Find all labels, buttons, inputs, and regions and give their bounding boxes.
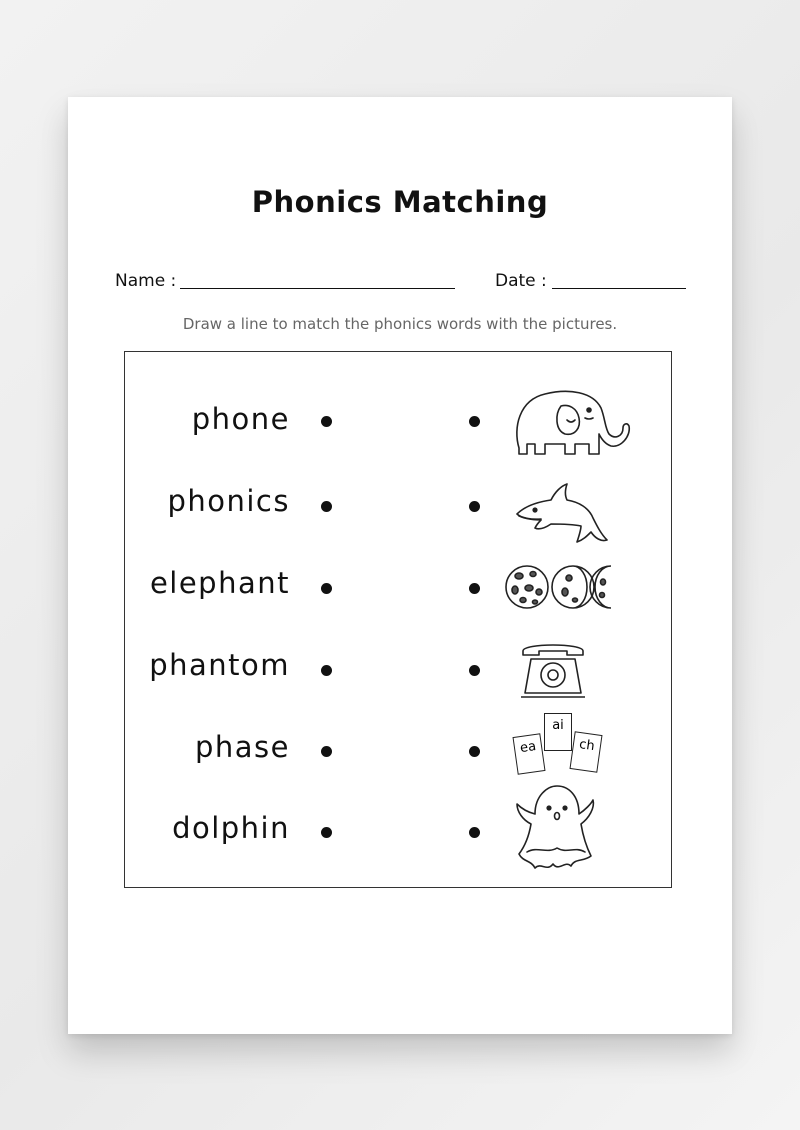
worksheet-page	[68, 97, 732, 1034]
instructions: Draw a line to match the phonics words with the pictures.	[182, 315, 618, 333]
word-dot-1[interactable]	[321, 416, 332, 427]
word-dot-3[interactable]	[321, 583, 332, 594]
word-dot-2[interactable]	[321, 501, 332, 512]
name-field[interactable]	[180, 288, 455, 289]
date-label: Date :	[495, 271, 547, 291]
picture-dot-5[interactable]	[469, 746, 480, 757]
word-phantom: phantom	[149, 648, 290, 682]
picture-dot-4[interactable]	[469, 665, 480, 676]
telephone-icon	[517, 639, 589, 701]
word-dot-5[interactable]	[321, 746, 332, 757]
card-ai: ai	[544, 713, 572, 751]
word-elephant: elephant	[149, 566, 290, 600]
word-dot-4[interactable]	[321, 665, 332, 676]
word-phone: phone	[191, 402, 290, 436]
word-phonics: phonics	[167, 484, 290, 518]
card-ch: ch	[569, 731, 602, 773]
picture-dot-6[interactable]	[469, 827, 480, 838]
picture-dot-3[interactable]	[469, 583, 480, 594]
elephant-icon	[509, 378, 639, 462]
phonics-cards-icon	[509, 709, 609, 779]
date-field[interactable]	[552, 288, 686, 289]
word-dolphin: dolphin	[172, 811, 290, 845]
picture-dot-1[interactable]	[469, 416, 480, 427]
picture-dot-2[interactable]	[469, 501, 480, 512]
card-ea: ea	[512, 733, 545, 775]
ghost-icon	[513, 782, 597, 876]
word-dot-6[interactable]	[321, 827, 332, 838]
moon-phases-icon	[503, 562, 621, 614]
dolphin-icon	[511, 476, 611, 548]
name-label: Name :	[115, 271, 177, 291]
matching-box	[124, 351, 672, 888]
word-phase: phase	[194, 730, 290, 764]
page-title: Phonics Matching	[251, 185, 549, 219]
